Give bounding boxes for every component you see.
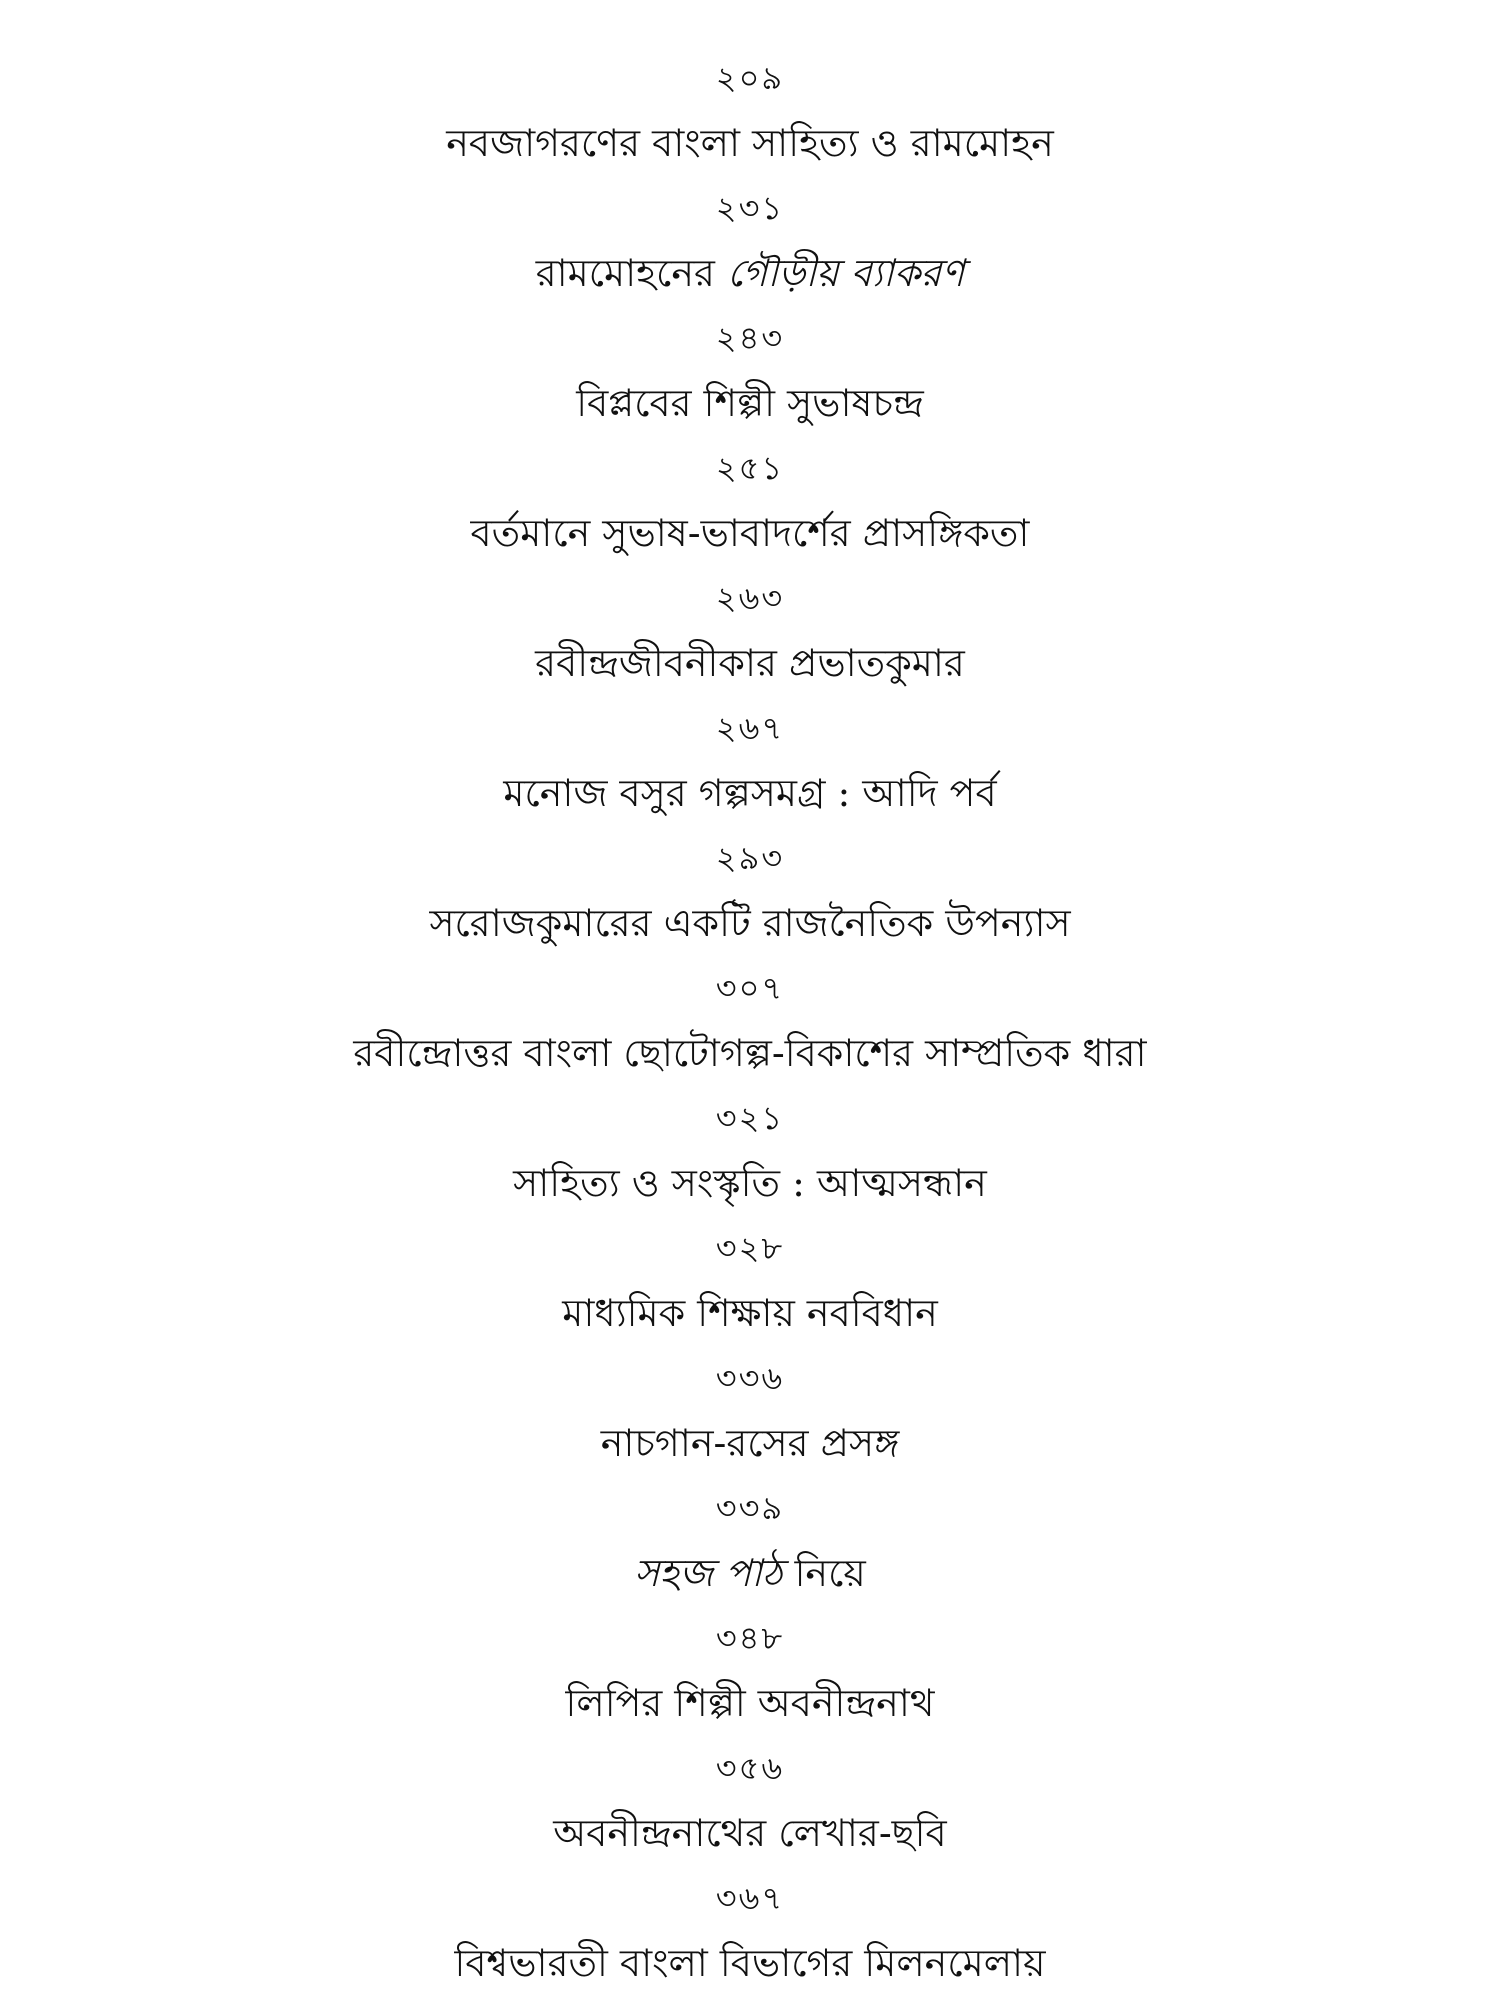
title-segment-italic: গৌড়ীয় ব্যাকরণ — [727, 251, 965, 295]
title-segment: নবজাগরণের বাংলা সাহিত্য ও রামমোহন — [446, 121, 1054, 165]
page-number: ২৪৩ — [715, 319, 785, 357]
toc-entry — [455, 1868, 1046, 1998]
title-segment: মাধ্যমিক শিক্ষায় নববিধান — [562, 1291, 938, 1335]
title-segment: বর্তমানে সুভাষ-ভাবাদর্শের প্রাসঙ্গিকতা — [470, 511, 1030, 555]
chapter-title — [562, 1278, 938, 1348]
page-number: ২৯৩ — [715, 839, 785, 877]
title-segment: নাচগান-রসের প্রসঙ্গ — [600, 1421, 900, 1465]
chapter-title — [634, 1538, 866, 1608]
chapter-title — [576, 368, 923, 438]
page-number: ৩৪৮ — [715, 1619, 785, 1657]
toc-entry — [553, 1738, 946, 1868]
toc-entry — [353, 958, 1146, 1088]
toc-entry — [446, 48, 1054, 178]
chapter-title — [553, 1798, 946, 1868]
title-segment: নিয়ে — [782, 1551, 866, 1595]
toc-entry — [429, 828, 1070, 958]
page-number: ২৫১ — [715, 449, 785, 487]
title-segment: লিপির শিল্পী অবনীন্দ্রনাথ — [565, 1681, 935, 1725]
chapter-title — [503, 758, 996, 828]
title-segment: বিপ্লবের শিল্পী সুভাষচন্দ্র — [576, 381, 924, 425]
toc-entry — [471, 438, 1030, 568]
toc-entry — [562, 1218, 938, 1348]
chapter-title — [536, 238, 965, 308]
toc-entry — [513, 1088, 987, 1218]
chapter-title — [535, 628, 965, 698]
page-number: ৩২৮ — [715, 1229, 785, 1267]
title-segment: মনোজ বসুর গল্পসমগ্র : আদি পর্ব — [503, 771, 997, 815]
toc-entry — [503, 698, 996, 828]
page-number: ২৩১ — [715, 189, 785, 227]
title-segment: রবীন্দ্রোত্তর বাংলা ছোটোগল্প-বিকাশের সাম্প্রতিক ধারা — [353, 1031, 1147, 1075]
page-number: ৩৩৬ — [715, 1359, 785, 1397]
toc-entry — [634, 1478, 866, 1608]
title-segment-italic: সহজ পাঠ — [634, 1551, 783, 1595]
chapter-title — [353, 1018, 1146, 1088]
title-segment: সরোজকুমারের একটি রাজনৈতিক উপন্যাস — [429, 901, 1071, 945]
title-segment: অবনীন্দ্রনাথের লেখার-ছবি — [553, 1811, 947, 1855]
toc-entry — [566, 1608, 935, 1738]
title-segment: সাহিত্য ও সংস্কৃতি : আত্মসন্ধান — [513, 1161, 987, 1205]
page-number: ৩৬৭ — [715, 1879, 785, 1917]
chapter-title — [429, 888, 1070, 958]
toc-entry — [536, 178, 965, 308]
chapter-title — [601, 1408, 900, 1478]
page-number: ২০৯ — [715, 59, 785, 97]
title-segment: বিশ্বভারতী বাংলা বিভাগের মিলনমেলায় — [454, 1941, 1046, 1985]
toc-entry — [576, 308, 923, 438]
chapter-title — [566, 1668, 935, 1738]
page-number: ৩৫৬ — [715, 1749, 785, 1787]
page-number: ২৬৭ — [715, 709, 785, 747]
page-number: ৩০৭ — [715, 969, 785, 1007]
title-segment: রবীন্দ্রজীবনীকার প্রভাতকুমার — [535, 641, 965, 685]
page-number: ২৬৩ — [715, 579, 785, 617]
toc-entry — [535, 568, 965, 698]
chapter-title — [446, 108, 1054, 178]
page-number: ৩২১ — [715, 1099, 785, 1137]
chapter-title — [455, 1928, 1046, 1998]
title-segment: রামমোহনের — [535, 251, 727, 295]
chapter-title — [471, 498, 1030, 568]
toc-entry — [601, 1348, 900, 1478]
chapter-title — [513, 1148, 987, 1218]
table-of-contents — [0, 48, 1500, 1998]
page-number: ৩৩৯ — [715, 1489, 785, 1527]
